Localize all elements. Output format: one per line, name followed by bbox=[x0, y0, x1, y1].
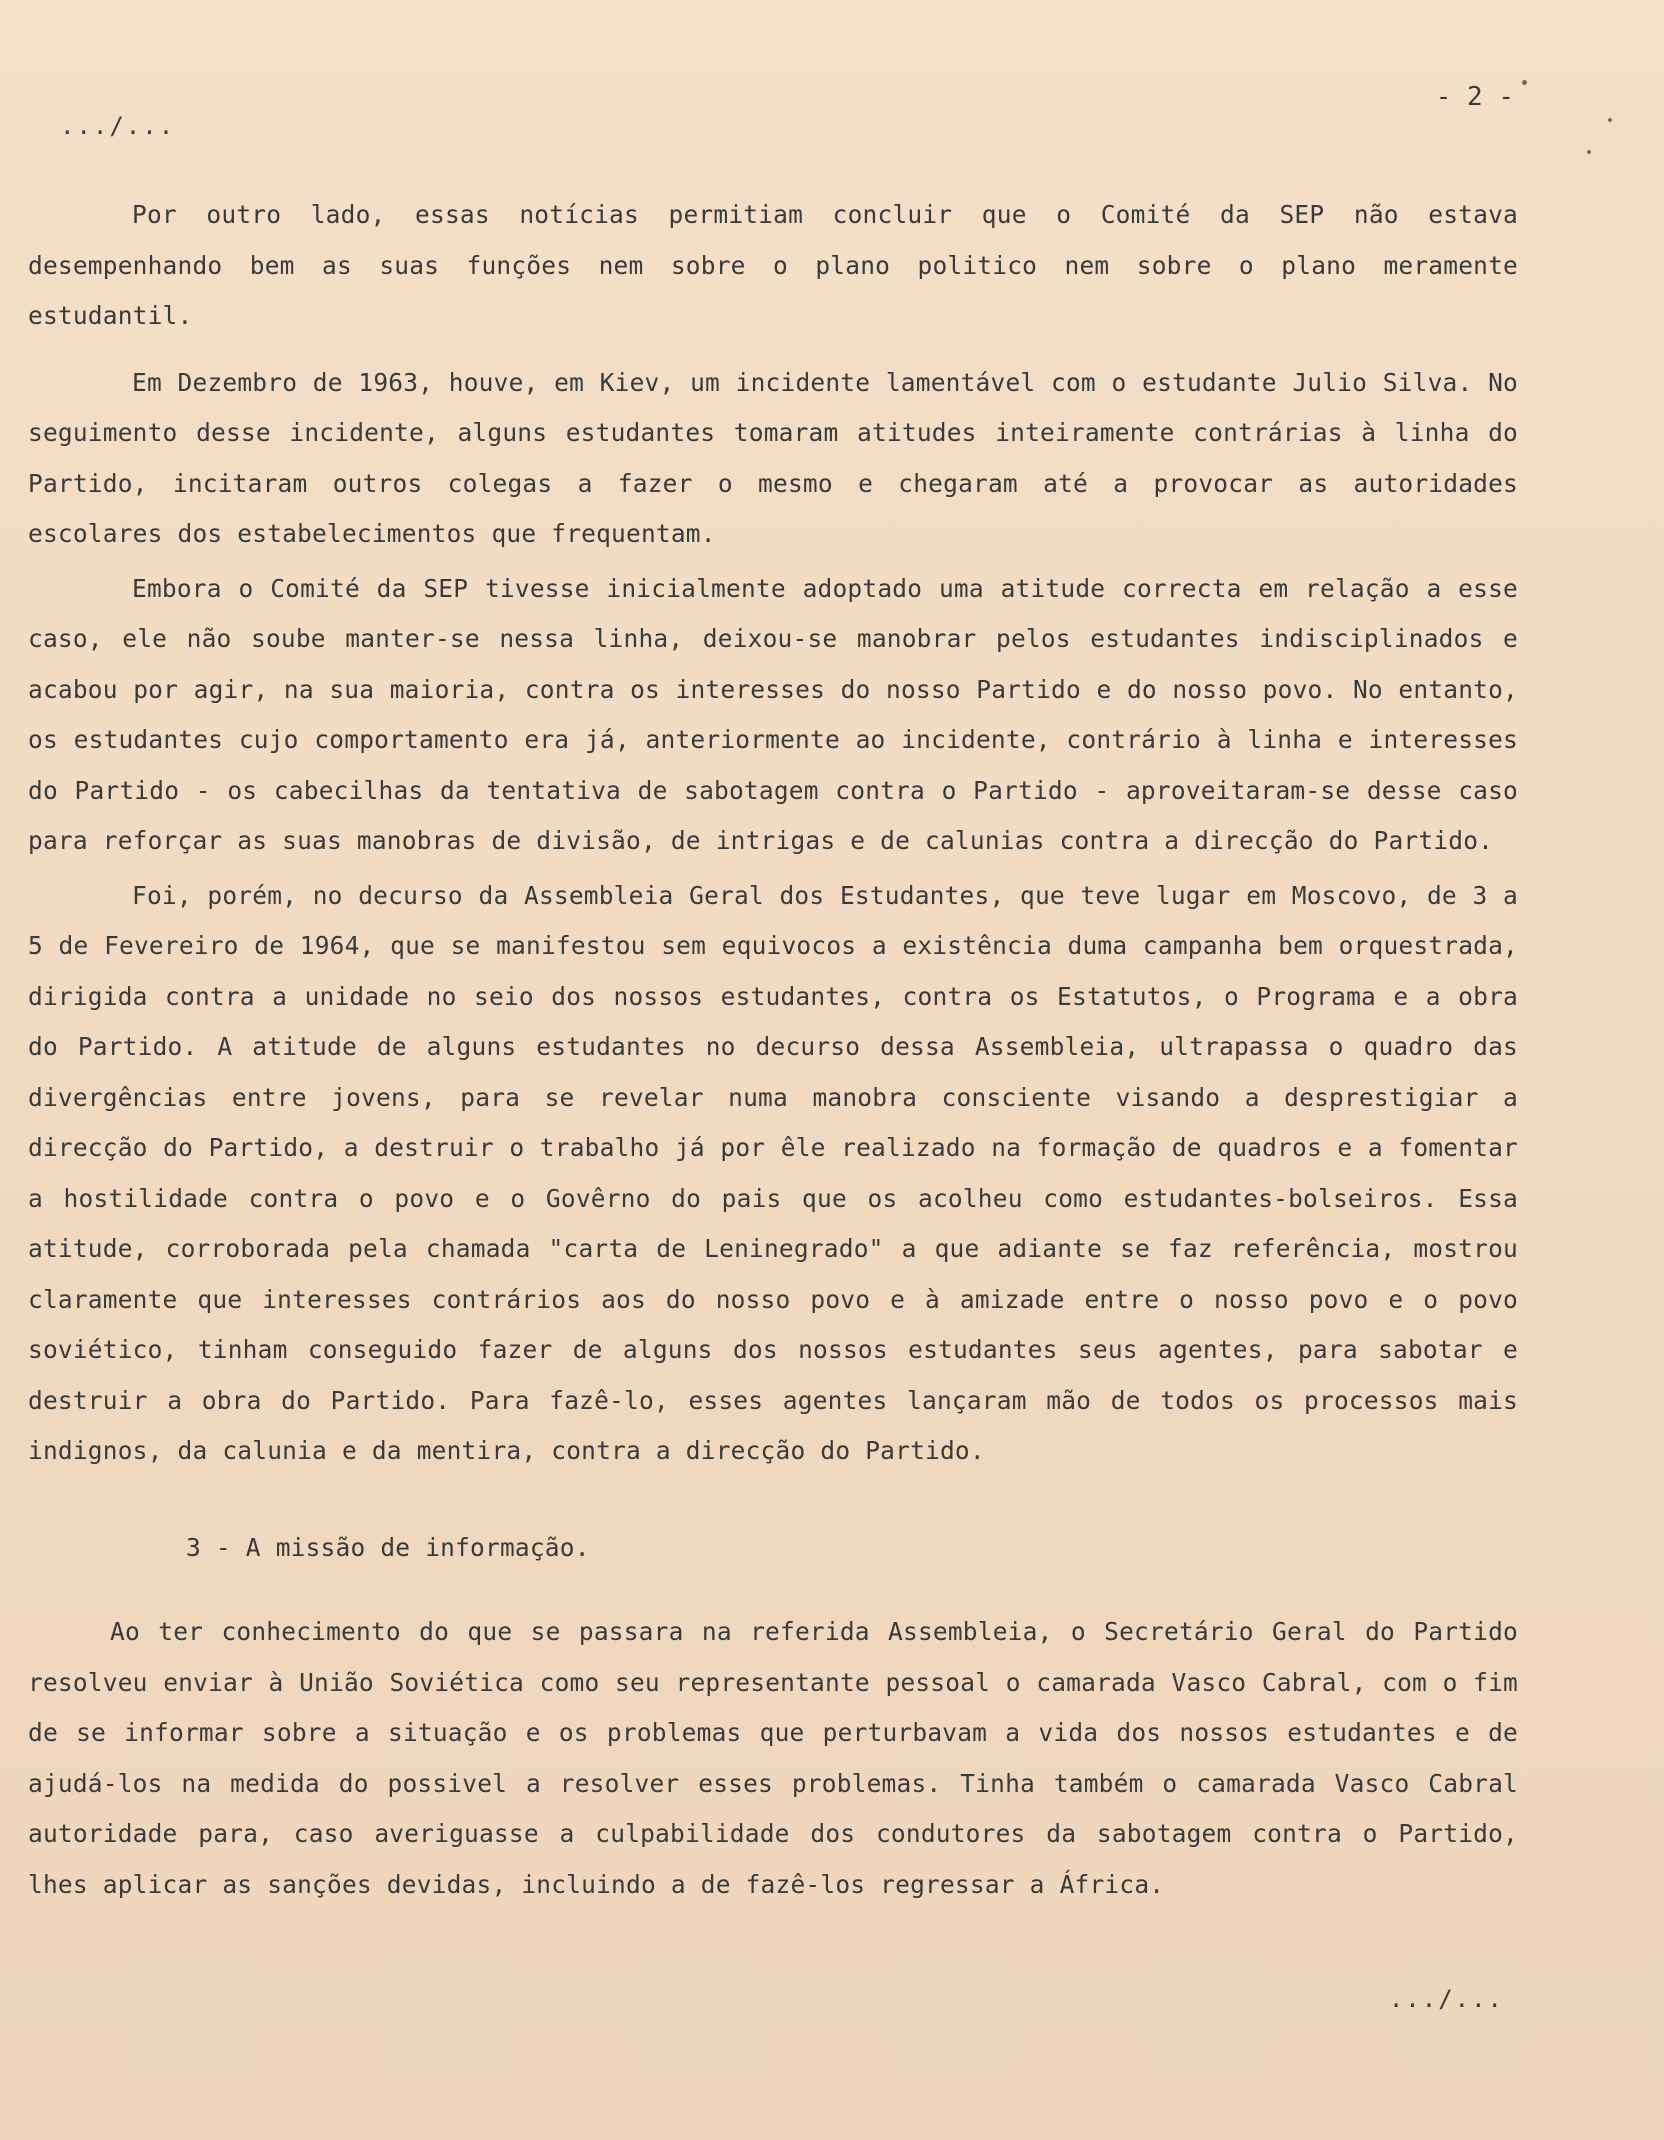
paper-speck bbox=[1522, 80, 1527, 85]
paragraph-2: Em Dezembro de 1963, houve, em Kiev, um incidente lamentável com o estudante Julio Silva. No seguimento desse incidente, alguns estudantes tomaram atitudes inteiramente contrárias à linha do Partido, incitaram outros colegas a fazer o mesmo e chegaram até a provocar as autoridades escolares dos estabelecimentos que frequentam. bbox=[28, 367, 1518, 548]
paragraph-3: Embora o Comité da SEP tivesse inicialmente adoptado uma atitude correcta em relação a esse caso, ele não soube manter-se nessa linha, deixou-se manobrar pelos estudantes indisciplinados e acabou por agir, na sua maioria, contra os interesses do nosso Partido e do nosso povo. No entanto, os estudantes cujo comportamento era já, anteriormente ao incidente, contrário à linha e interesses do Partido - os cabecilhas da tentativa de sabotagem contra o Partido - aproveitaram-se desse caso para reforçar as suas manobras de divisão, de intrigas e de calunias contra a direcção do Partido. bbox=[28, 573, 1518, 855]
header-continuation-mark: .../... bbox=[60, 112, 176, 140]
paragraph-5: Ao ter conhecimento do que se passara na referida Assembleia, o Secretário Geral do Partido resolveu enviar à União Soviética como seu representante pessoal o camarada Vasco Cabral, com o fim de se informar sobre a situação e os problemas que perturbavam a vida dos nossos estudantes e de ajudá-los na medida do possivel a resolver esses problemas. Tinha também o camarada Vasco Cabral autoridade para, caso averiguasse a culpabilidade dos condutores da sabotagem contra o Partido, lhes aplicar as sanções devidas, incluindo a de fazê-los regressar a África. bbox=[28, 1617, 1518, 1899]
page-number: - 2 - bbox=[1435, 82, 1514, 112]
footer-continuation-mark: .../... bbox=[1388, 1985, 1504, 2013]
section-heading: 3 - A missão de informação. bbox=[186, 1532, 590, 1562]
paper-speck bbox=[1587, 150, 1591, 154]
paper-speck bbox=[1608, 118, 1612, 122]
paragraph-1: Por outro lado, essas notícias permitiam concluir que o Comité da SEP não estava desempenhando bem as suas funções nem sobre o plano politico nem sobre o plano meramente estudantil. bbox=[28, 200, 1518, 330]
document-body bbox=[28, 190, 1518, 1910]
paragraph-4: Foi, porém, no decurso da Assembleia Geral dos Estudantes, que teve lugar em Moscovo, de 3 a 5 de Fevereiro de 1964, que se manifestou sem equivocos a existência duma campanha bem orquestrada, dirigida contra a unidade no seio dos nossos estudantes, contra os Estatutos, o Programa e a obra do Partido. A atitude de alguns estudantes no decurso dessa Assembleia, ultrapassa o quadro das divergências entre jovens, para se revelar numa manobra consciente visando a desprestigiar a direcção do Partido, a destruir o trabalho já por êle realizado na formação de quadros e a fomentar a hostilidade contra o povo e o Govêrno do pais que os acolheu como estudantes-bolseiros. Essa atitude, corroborada pela chamada "carta de Leninegrado" a que adiante se faz referência, mostrou claramente que interesses contrários aos do nosso povo e à amizade entre o nosso povo e o povo soviético, tinham conseguido fazer de alguns dos nossos estudantes seus agentes, para sabotar e destruir a obra do Partido. Para fazê-lo, esses agentes lançaram mão de todos os processos mais indignos, da calunia e da mentira, contra a direcção do Partido. bbox=[28, 880, 1518, 1465]
